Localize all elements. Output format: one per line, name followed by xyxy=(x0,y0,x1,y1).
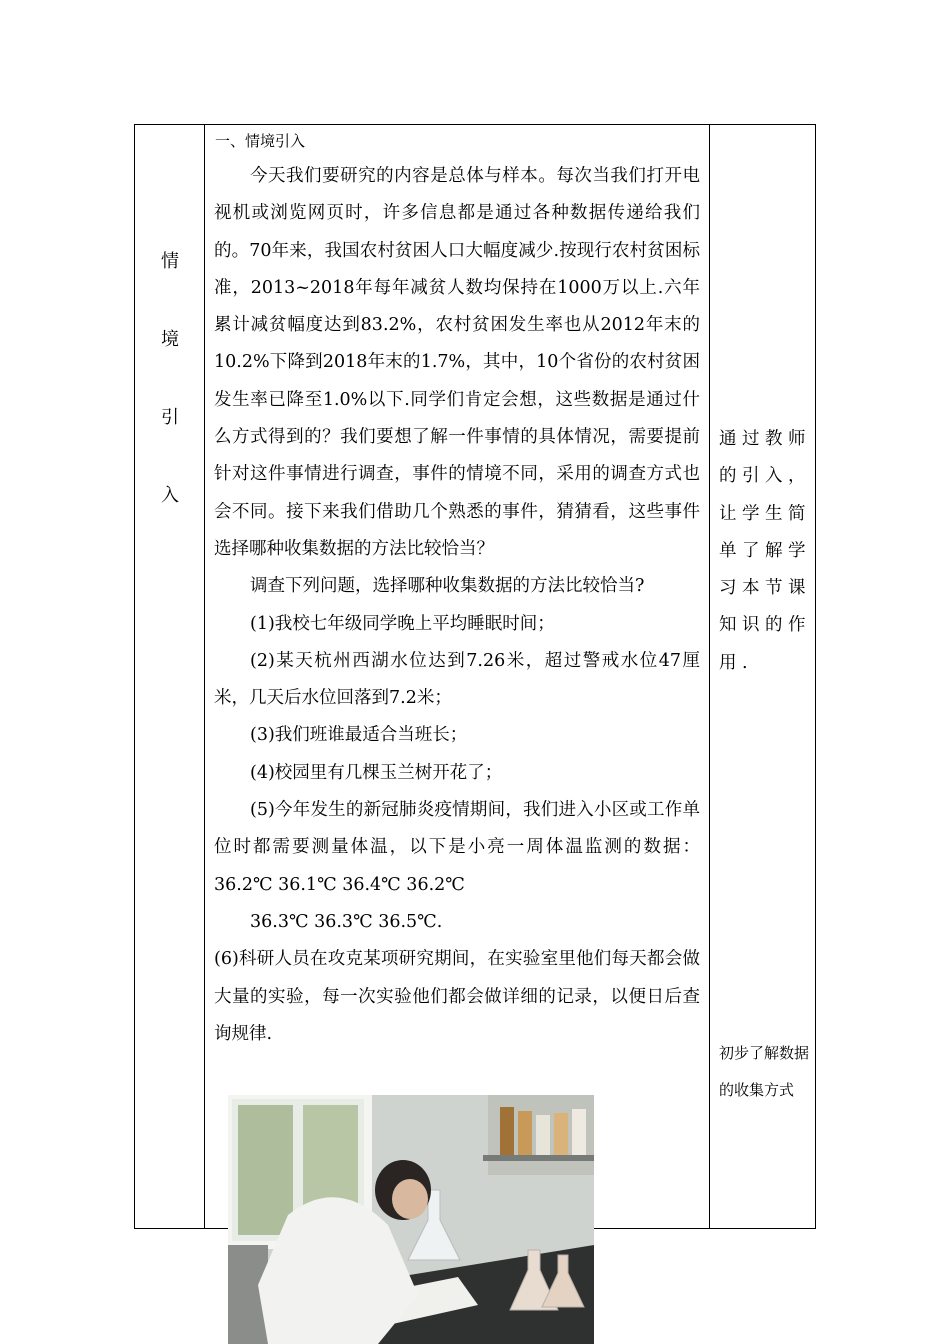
teaching-purpose-note: 通过教师的引入，让学生简单了解学习本节课知识的作用. xyxy=(719,429,811,673)
question-paragraph: 调查下列问题，选择哪种收集数据的方法比较恰当? xyxy=(250,576,645,597)
question-item-1: (1)我校七年级同学晚上平均睡眠时间； xyxy=(250,613,555,634)
question-item-5-continued: 36.3℃ 36.3℃ 36.5℃. xyxy=(250,911,443,932)
table-border-right xyxy=(815,124,816,1229)
section-label-char: 境 xyxy=(161,329,179,350)
intro-paragraph: 今天我们要研究的内容是总体与样本。每次当我们打开电视机或浏览网页时，许多信息都是通过各种数据传递给我们的。70年来，我国农村贫困人口大幅度减少.按现行农村贫困标准，2013~2018年每年减贫人数均保持在1000万以上.六年累计减贫幅度达到83.2%，农村贫困发生率也从2012年末的10.2%下降到2018年末的1.7%，其中，10个省份的农村贫困发生率已降至1.0%以下.同学们肯定会想，这些数据是通过什么方式得到的？我们要想了解一件事情的具体情况，需要提前针对这件事情进行调查，事件的情境不同，采用的调查方式也会不同。接下来我们借助几个熟悉的事件，猜猜看，这些事件选择哪种收集数据的方法比较恰当？ xyxy=(214,166,700,559)
lab-researcher-photo xyxy=(228,1095,594,1344)
section-heading: 一、情境引入 xyxy=(215,132,306,150)
section-label-cell xyxy=(135,125,205,1229)
question-item-2: (2)某天杭州西湖水位达到7.26米，超过警戒水位47厘米，几天后水位回落到7.2米； xyxy=(214,650,700,709)
content-cell xyxy=(205,125,710,1229)
section-label-char: 入 xyxy=(161,485,179,506)
learning-goal-note: 初步了解数据的收集方式 xyxy=(719,1044,810,1099)
question-item-5: (5)今年发生的新冠肺炎疫情期间，我们进入小区或工作单位时都需要测量体温，以下是小亮一周体温监测的数据：36.2℃ 36.1℃ 36.4℃ 36.2℃ xyxy=(214,800,700,895)
notes-cell xyxy=(710,125,815,1229)
question-item-4: (4)校园里有几棵玉兰树开花了； xyxy=(250,762,503,783)
lab-scene-illustration xyxy=(228,1095,594,1344)
content-body xyxy=(214,158,700,1053)
section-label-char: 情 xyxy=(161,251,179,272)
question-item-3: (3)我们班谁最适合当班长； xyxy=(250,725,468,746)
section-label-char: 引 xyxy=(161,407,179,428)
question-item-6: (6)科研人员在攻克某项研究期间，在实验室里他们每天都会做大量的实验，每一次实验他们都会做详细的记录，以便日后查询规律. xyxy=(214,949,700,1044)
